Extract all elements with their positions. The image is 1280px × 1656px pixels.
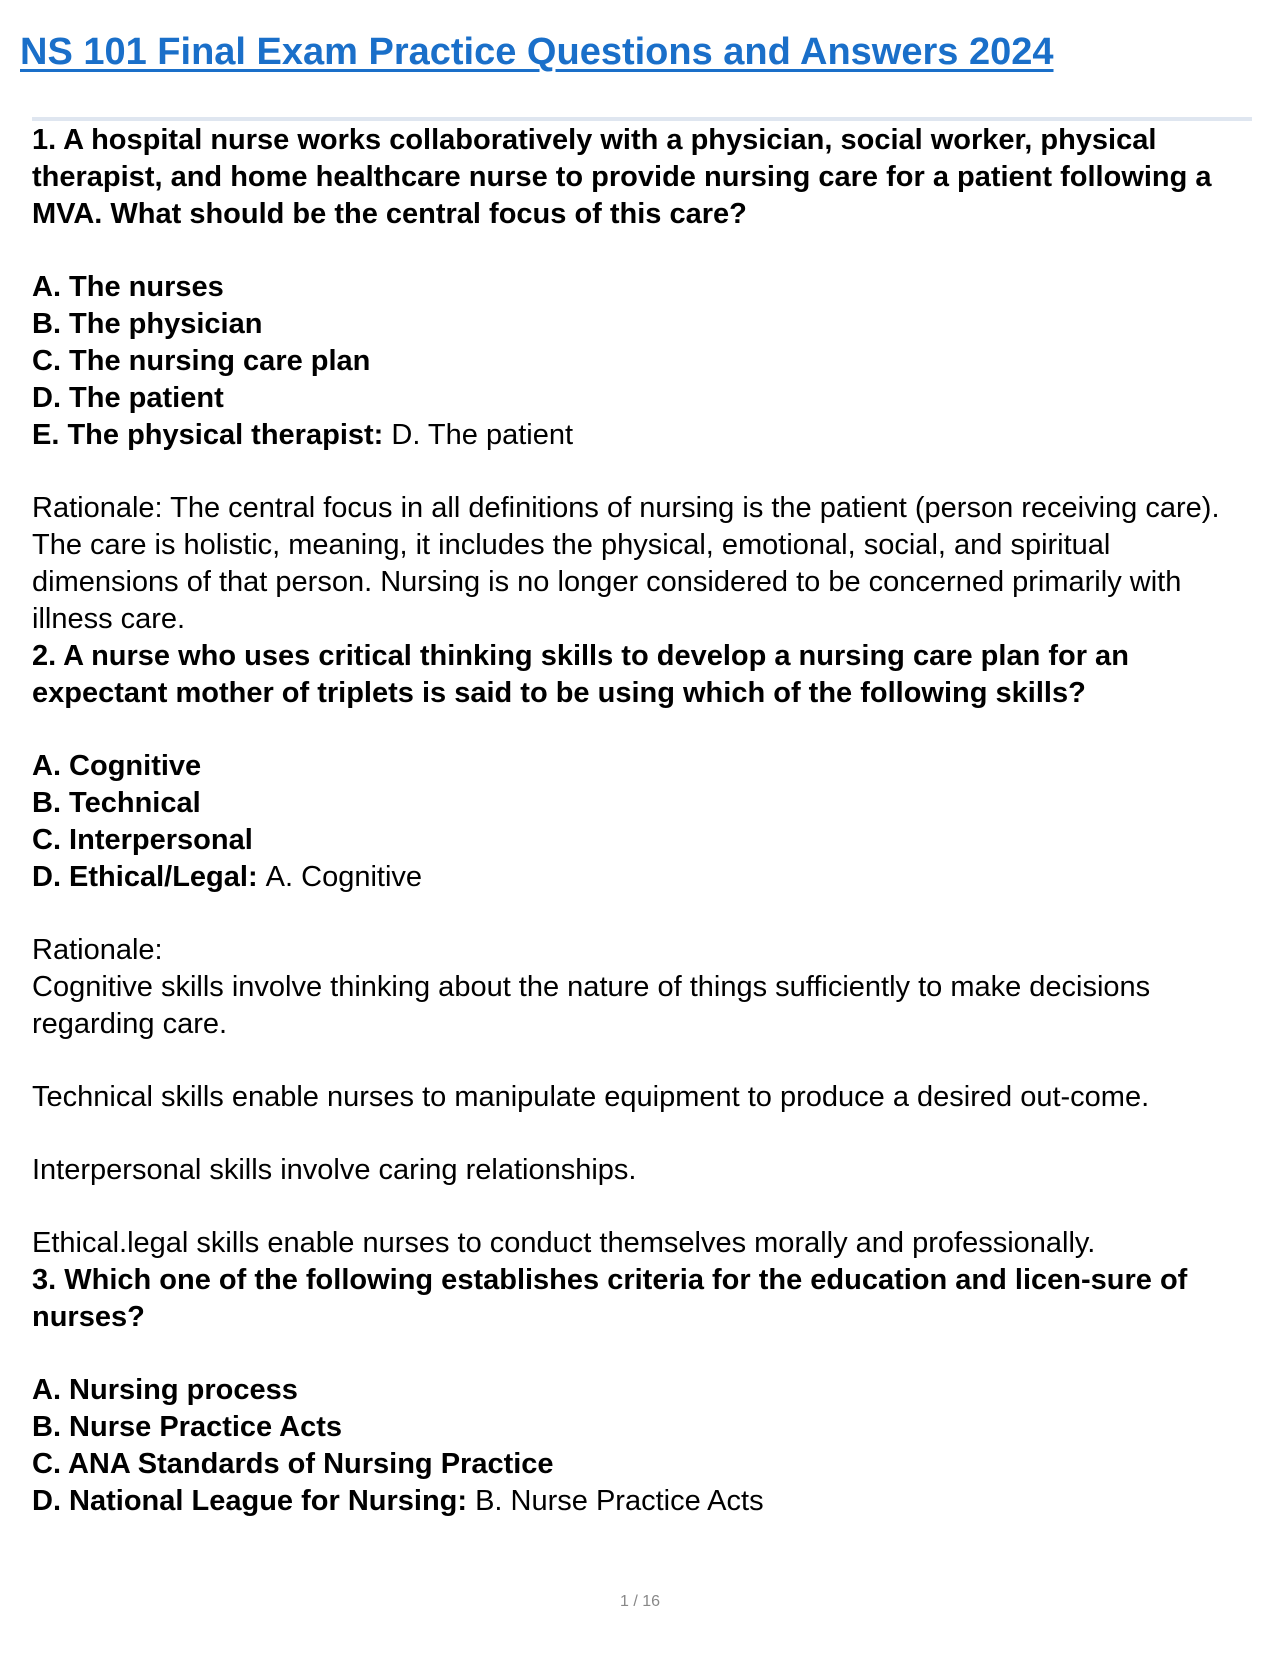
title-divider [32, 117, 1252, 121]
option-b: B. Nurse Practice Acts [32, 1411, 343, 1443]
question-3-options [32, 1372, 1260, 1520]
question-1-answer: D. The patient [391, 419, 574, 451]
option-d [32, 1483, 1260, 1520]
question-1-options [32, 269, 1260, 454]
option-e [32, 417, 1260, 454]
option-a: A. Cognitive [32, 750, 202, 782]
option-e-label: E. The physical therapist: [32, 419, 384, 451]
option-d [32, 859, 1260, 896]
question-2-rationale-label: Rationale: [32, 934, 163, 966]
spacer [32, 712, 1260, 748]
question-2-text: 2. A nurse who uses critical thinking skills to develop a nursing care plan for an expectant mother of triplets is said to be using which of the following skills? [32, 640, 1129, 709]
option-d-label: D. Ethical/Legal: [32, 861, 258, 893]
rationale-interpersonal: Interpersonal skills involve caring relationships. [32, 1154, 637, 1186]
option-c: C. ANA Standards of Nursing Practice [32, 1448, 554, 1480]
spacer [32, 1116, 1260, 1152]
rationale-cognitive: Cognitive skills involve thinking about the nature of things sufficiently to make decisions regarding care. [32, 971, 1151, 1040]
spacer [32, 1043, 1260, 1079]
option-d-label: D. National League for Nursing: [32, 1485, 468, 1517]
rationale-ethical-legal: Ethical.legal skills enable nurses to conduct themselves morally and professionally. [32, 1227, 1096, 1259]
document-body [32, 122, 1260, 1520]
page-title: NS 101 Final Exam Practice Questions and Answers 2024 [20, 31, 1054, 73]
spacer [32, 454, 1260, 490]
spacer [32, 1189, 1260, 1225]
question-1-rationale: Rationale: The central focus in all definitions of nursing is the patient (person receiving care). The care is holistic, meaning, it includes the physical, emotional, social, and spiritual dimensions of that person. Nursing is no longer considered to be concerned primarily with illness care. [32, 492, 1220, 635]
option-b: B. The physician [32, 308, 263, 340]
option-a: A. The nurses [32, 271, 224, 303]
question-3-answer: B. Nurse Practice Acts [475, 1485, 764, 1517]
option-c: C. The nursing care plan [32, 345, 371, 377]
option-a: A. Nursing process [32, 1374, 298, 1406]
spacer [32, 233, 1260, 269]
option-c: C. Interpersonal [32, 824, 253, 856]
question-3-text: 3. Which one of the following establishes criteria for the education and licen-sure of nurses? [32, 1264, 1188, 1333]
spacer [32, 896, 1260, 932]
option-b: B. Technical [32, 787, 201, 819]
question-2-options [32, 748, 1260, 896]
question-1-text: 1. A hospital nurse works collaboratively with a physician, social worker, physical therapist, and home healthcare nurse to provide nursing care for a patient following a MVA. What should be the central focus of this care? [32, 124, 1212, 230]
option-d: D. The patient [32, 382, 224, 414]
question-2-answer: A. Cognitive [265, 861, 423, 893]
page-number: 1 / 16 [619, 1593, 661, 1610]
spacer [32, 1336, 1260, 1372]
rationale-technical: Technical skills enable nurses to manipulate equipment to produce a desired out-come. [32, 1081, 1150, 1113]
